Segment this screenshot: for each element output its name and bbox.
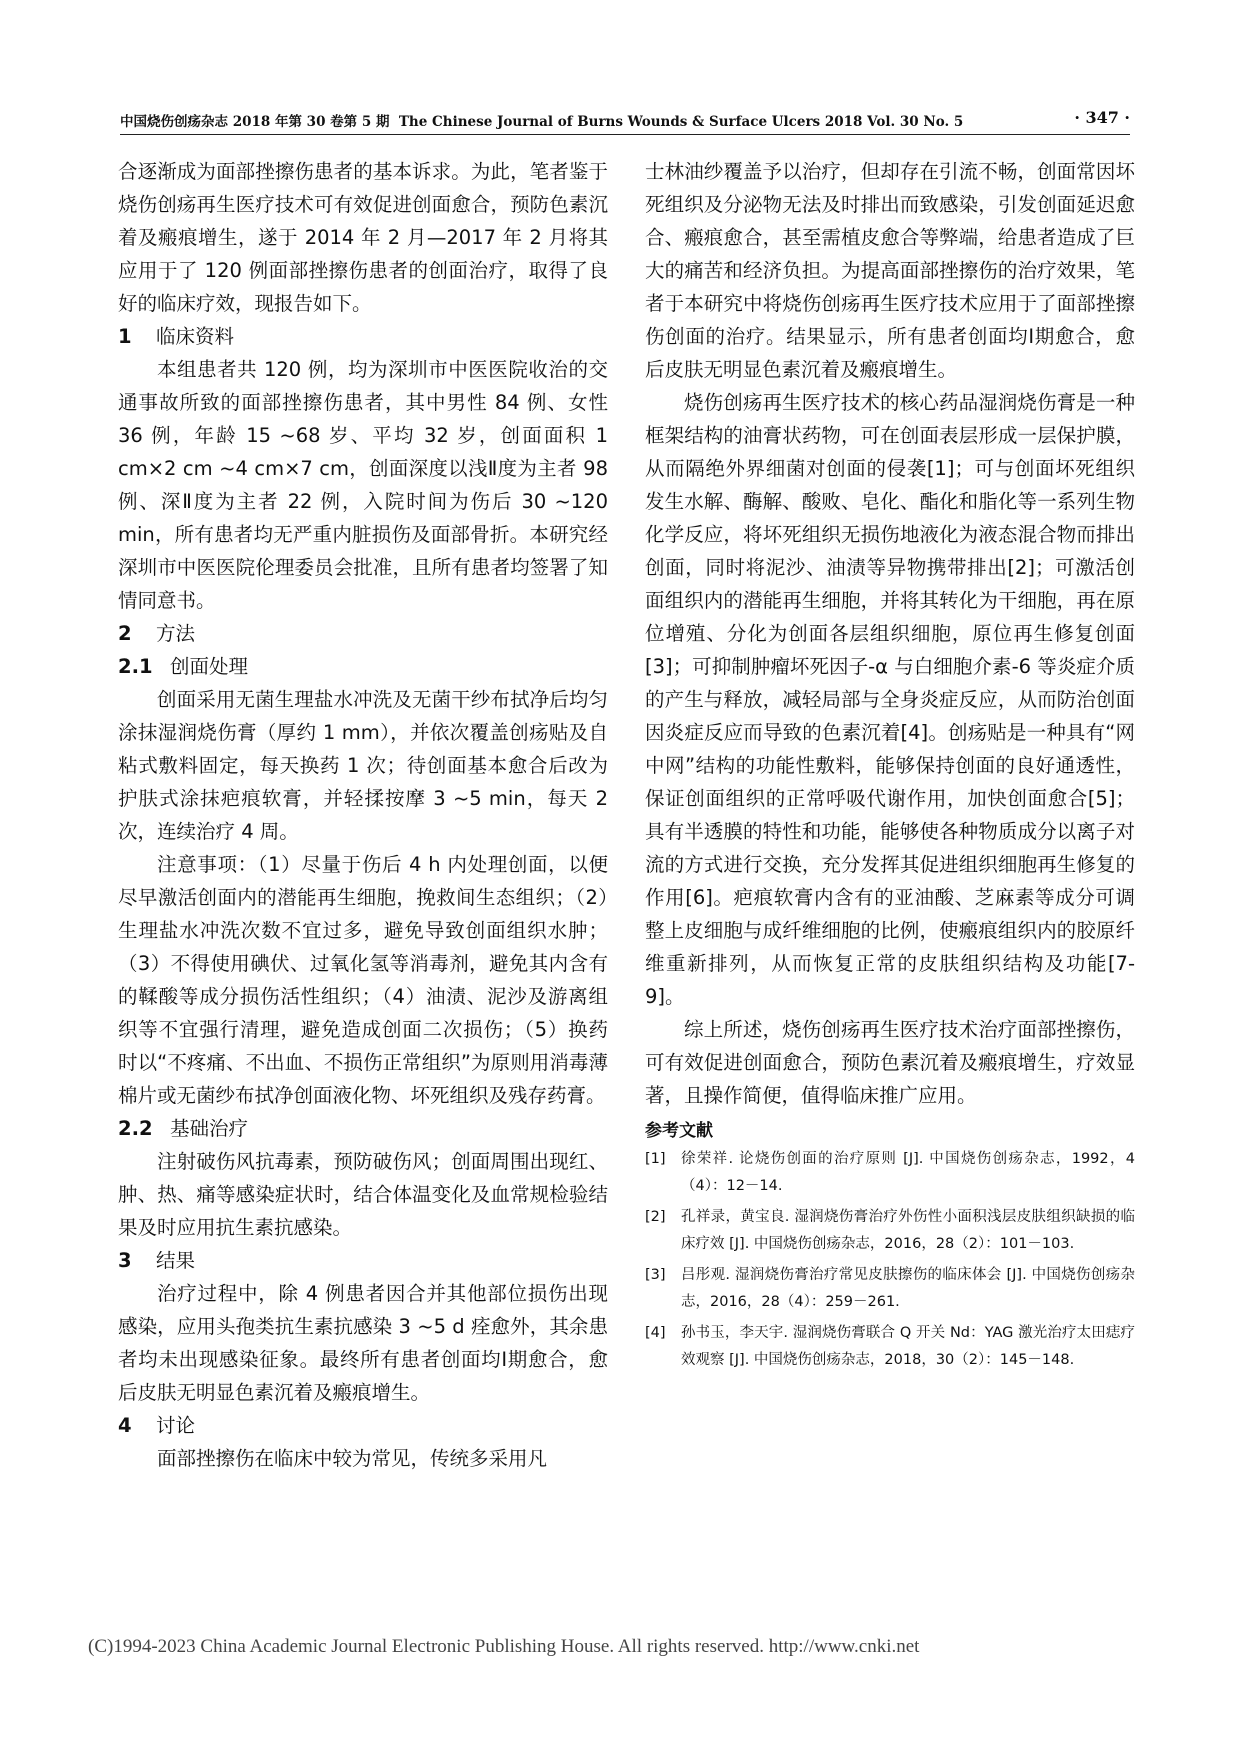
section-number: 3: [118, 1249, 132, 1272]
running-header: [120, 108, 1130, 132]
section-heading-3: [118, 1244, 608, 1277]
reference-number: [2]: [645, 1209, 666, 1225]
section-title: 方法: [156, 622, 196, 645]
copyright-footer: (C)1994-2023 China Academic Journal Electronic Publishing House. All rights reserved. http://www.cnki.net: [88, 1636, 920, 1657]
section-title: 临床资料: [156, 325, 235, 348]
section-heading-4: [118, 1409, 608, 1442]
paragraph: 本组患者共 120 例，均为深圳市中医医院收治的交通事故所致的面部挫擦伤患者，其中男性 84 例、女性 36 例，年龄 15 ~68 岁、平均 32 岁，创面面积 1 cm×2 cm ~4 cm×7 cm，创面深度以浅Ⅱ度为主者 98 例、深Ⅱ度为主者 22 例，入院时间为伤后 30 ~120 min，所有患者均无严重内脏损伤及面部骨折。本研究经深圳市中医医院伦理委员会批准，且所有患者均签署了知情同意书。: [118, 358, 608, 612]
reference-item: [645, 1146, 1135, 1200]
paragraph: 治疗过程中，除 4 例患者因合并其他部位损伤出现感染，应用头孢类抗生素抗感染 3 ~5 d 痊愈外，其余患者均未出现感染征象。最终所有患者创面均Ⅰ期愈合，愈后皮肤无明显色素沉着及瘢痕增生。: [118, 1282, 608, 1404]
section-heading-2: [118, 617, 608, 650]
subsection-heading-2-2: [118, 1112, 608, 1145]
subsection-title: 创面处理: [170, 655, 249, 678]
paragraph: 烧伤创疡再生医疗技术的核心药品湿润烧伤膏是一种框架结构的油膏状药物，可在创面表层形成一层保护膜，从而隔绝外界细菌对创面的侵袭[1]；可与创面坏死组织发生水解、酶解、酸败、皂化、酯化和脂化等一系列生物化学反应，将坏死组织无损伤地液化为液态混合物而排出创面，同时将泥沙、油渍等异物携带排出[2]；可激活创面组织内的潜能再生细胞，并将其转化为干细胞，再在原位增殖、分化为创面各层组织细胞，原位再生修复创面[3]；可抑制肿瘤坏死因子-α 与白细胞介素-6 等炎症介质的产生与释放，减轻局部与全身炎症反应，从而防治创面因炎症反应而导致的色素沉着[4]。创疡贴是一种具有“网中网”结构的功能性敷料，能够保持创面的良好通透性，保证创面组织的正常呼吸代谢作用，加快创面愈合[5]；具有半透膜的特性和功能，能够使各种物质成分以离子对流的方式进行交换，充分发挥其促进组织细胞再生修复的作用[6]。疤痕软膏内含有的亚油酸、芝麻素等成分可调整上皮细胞与成纤维细胞的比例，使瘢痕组织内的胶原纤维重新排列，从而恢复正常的皮肤组织结构及功能[7-9]。: [645, 391, 1135, 1008]
intro-paragraph: 合逐渐成为面部挫擦伤患者的基本诉求。为此，笔者鉴于烧伤创疡再生医疗技术可有效促进创面愈合，预防色素沉着及瘢痕增生，遂于 2014 年 2 月—2017 年 2 月将其应用于了 120 例面部挫擦伤患者的创面治疗，取得了良好的临床疗效，现报告如下。: [118, 160, 608, 315]
paragraph: 士林油纱覆盖予以治疗，但却存在引流不畅，创面常因坏死组织及分泌物无法及时排出而致感染，引发创面延迟愈合、瘢痕愈合，甚至需植皮愈合等弊端，给患者造成了巨大的痛苦和经济负担。为提高面部挫擦伤的治疗效果，笔者于本研究中将烧伤创疡再生医疗技术应用于了面部挫擦伤创面的治疗。结果显示，所有患者创面均Ⅰ期愈合，愈后皮肤无明显色素沉着及瘢痕增生。: [645, 160, 1135, 381]
section-title: 结果: [156, 1249, 196, 1272]
paragraph: 创面采用无菌生理盐水冲洗及无菌干纱布拭净后均匀涂抹湿润烧伤膏（厚约 1 mm），并依次覆盖创疡贴及自粘式敷料固定，每天换药 1 次；待创面基本愈合后改为护肤式涂抹疤痕软膏，并轻揉按摩 3 ~5 min，每天 2 次，连续治疗 4 周。: [118, 688, 608, 843]
header-rule: [120, 134, 1130, 135]
paragraph: 面部挫擦伤在临床中较为常见，传统多采用凡: [157, 1447, 548, 1470]
journal-title-cn: 中国烧伤创疡杂志 2018 年第 30 卷第 5 期: [120, 114, 390, 130]
references-heading: 参考文献: [645, 1121, 713, 1141]
reference-number: [1]: [645, 1151, 666, 1167]
reference-number: [3]: [645, 1267, 666, 1283]
journal-header: [120, 110, 963, 130]
reference-text: 孙书玉，李天宇. 湿润烧伤膏联合 Q 开关 Nd：YAG 激光治疗太田痣疗效观察 [J]. 中国烧伤创疡杂志，2018，30（2）：145－148.: [681, 1325, 1135, 1368]
paragraph: 综上所述，烧伤创疡再生医疗技术治疗面部挫擦伤，可有效促进创面愈合，预防色素沉着及瘢痕增生，疗效显著，且操作简便，值得临床推广应用。: [645, 1018, 1135, 1107]
reference-item: [645, 1262, 1135, 1316]
subsection-heading-2-1: [118, 650, 608, 683]
right-column: [645, 155, 1135, 1378]
section-heading-1: [118, 320, 608, 353]
section-number: 1: [118, 325, 132, 348]
reference-item: [645, 1320, 1135, 1374]
paragraph: 注射破伤风抗毒素，预防破伤风；创面周围出现红、肿、热、痛等感染症状时，结合体温变化及血常规检验结果及时应用抗生素抗感染。: [118, 1150, 608, 1239]
section-number: 2: [118, 622, 132, 645]
subsection-number: 2.2: [118, 1117, 153, 1140]
section-title: 讨论: [156, 1414, 196, 1437]
paragraph: 注意事项：（1）尽量于伤后 4 h 内处理创面，以便尽早激活创面内的潜能再生细胞，挽救间生态组织；（2）生理盐水冲洗次数不宜过多，避免导致创面组织水肿；（3）不得使用碘伏、过氧化氢等消毒剂，避免其内含有的鞣酸等成分损伤活性组织；（4）油渍、泥沙及游离组织等不宜强行清理，避免造成创面二次损伤；（5）换药时以“不疼痛、不出血、不损伤正常组织”为原则用消毒薄棉片或无菌纱布拭净创面液化物、坏死组织及残存药膏。: [118, 853, 608, 1107]
reference-number: [4]: [645, 1325, 666, 1341]
page-number: · 347 ·: [1074, 108, 1130, 127]
reference-text: 孔祥录，黄宝良. 湿润烧伤膏治疗外伤性小面积浅层皮肤组织缺损的临床疗效 [J]. 中国烧伤创疡杂志，2016，28（2）：101－103.: [681, 1209, 1135, 1252]
journal-title-en: The Chinese Journal of Burns Wounds & Surface Ulcers 2018 Vol. 30 No. 5: [398, 114, 964, 130]
left-column: [118, 155, 608, 1475]
subsection-title: 基础治疗: [170, 1117, 249, 1140]
subsection-number: 2.1: [118, 655, 153, 678]
reference-text: 吕彤观. 湿润烧伤膏治疗常见皮肤擦伤的临床体会 [J]. 中国烧伤创疡杂志，2016，28（4）：259－261.: [681, 1267, 1135, 1310]
reference-item: [645, 1204, 1135, 1258]
section-number: 4: [118, 1414, 132, 1437]
reference-text: 徐荣祥. 论烧伤创面的治疗原则 [J]. 中国烧伤创疡杂志，1992，4（4）：12－14.: [681, 1151, 1135, 1194]
